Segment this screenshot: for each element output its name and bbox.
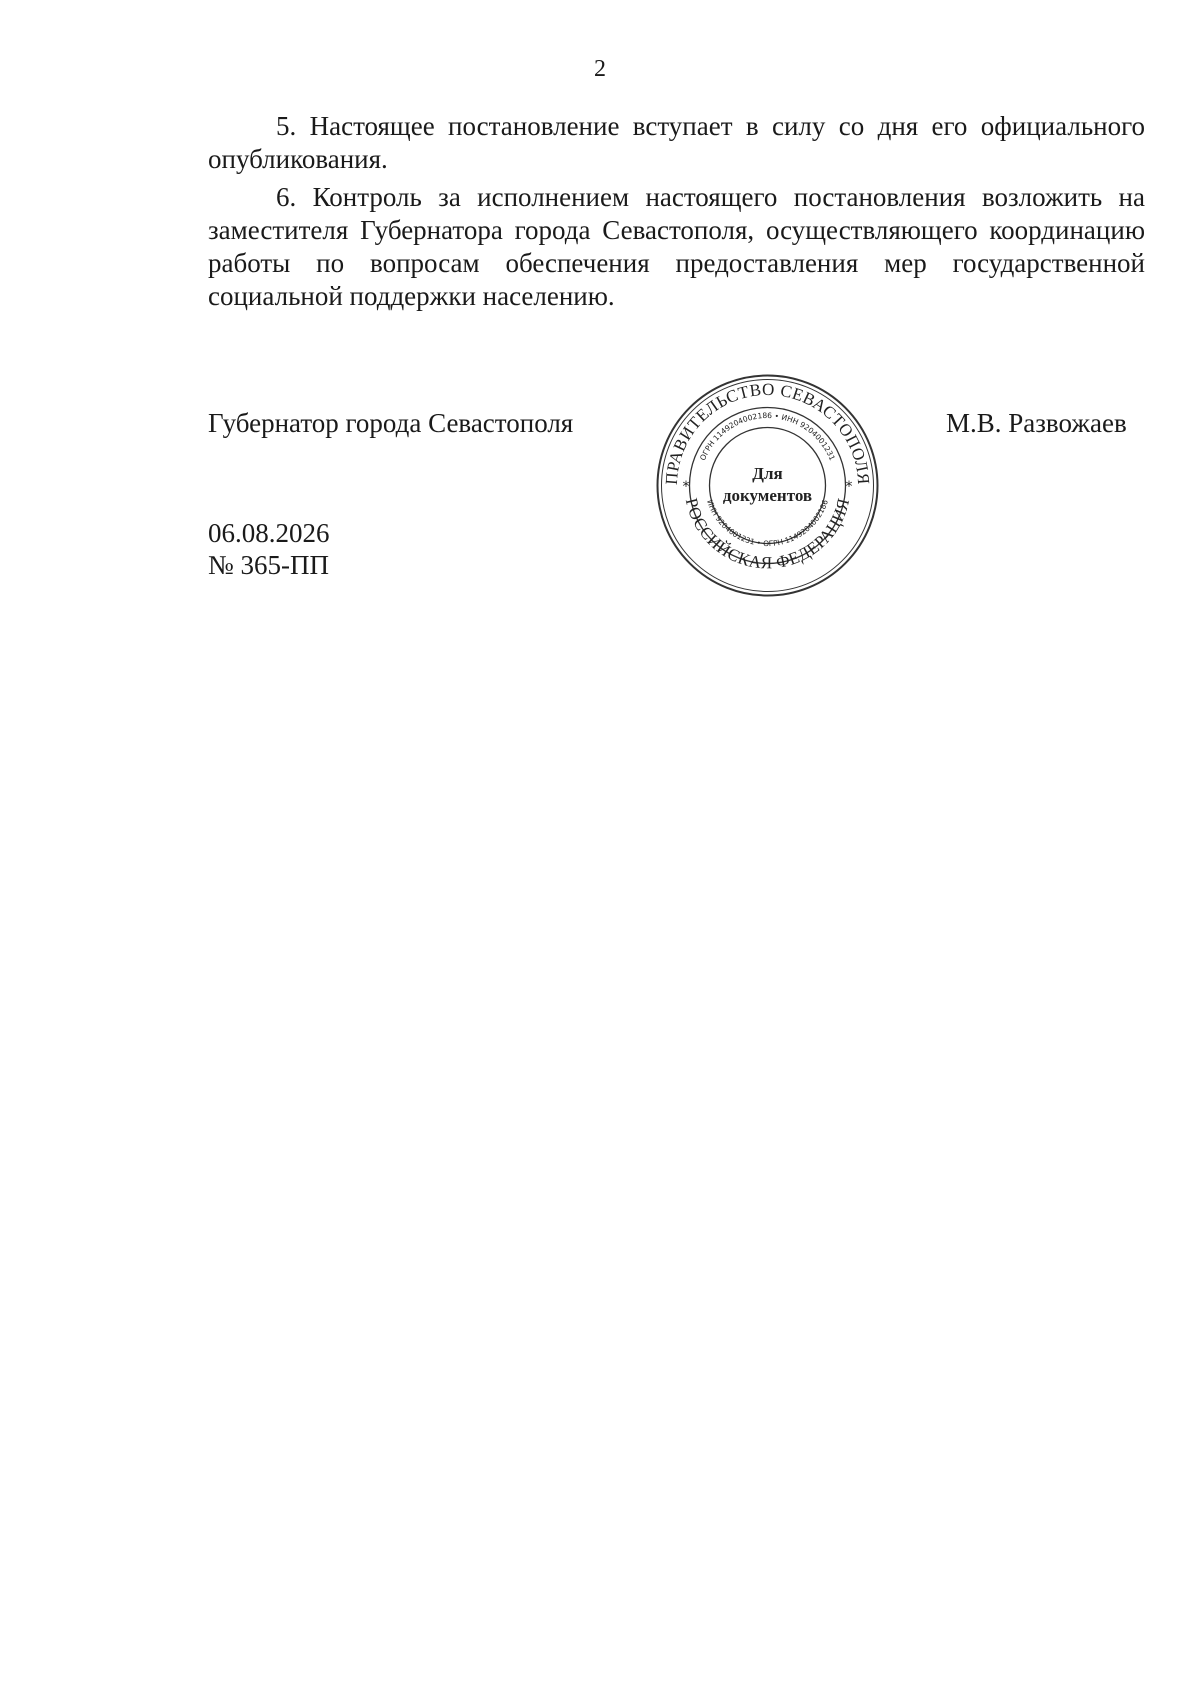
page-number: 2 [594, 56, 606, 82]
seal-outer-top-text: ПРАВИТЕЛЬСТВО СЕВАСТОПОЛЯ [661, 379, 874, 486]
signer-name: М.В. Развожаев [946, 408, 1127, 438]
seal-graphic [655, 373, 880, 598]
official-seal [655, 373, 880, 598]
seal-outer-bottom-text: РОССИЙСКАЯ ФЕДЕРАЦИЯ [681, 496, 854, 573]
document-number: № 365-ПП [208, 550, 329, 580]
document-body [208, 110, 1145, 318]
paragraph-5: 5. Настоящее постановление вступает в силу со дня его официального опубликования. [208, 111, 1145, 174]
paragraph-6: 6. Контроль за исполнением настоящего постановления возложить на заместителя Губернатора города Севастополя, осуществляющего координацию работы по вопросам обеспечения предоставления мер государственной социальной поддержки населению. [208, 182, 1145, 311]
seal-inner-top-text: ОГРН 1149204002186 • ИНН 9204001231 [698, 410, 837, 462]
seal-center-line1: Для [752, 464, 783, 483]
signer-position: Губернатор города Севастополя [208, 408, 574, 438]
seal-center-line2: документов [722, 486, 813, 505]
seal-star-right: * [845, 479, 853, 495]
seal-star-left: * [682, 479, 690, 495]
document-date: 06.08.2026 [208, 518, 330, 548]
seal-inner-bottom-text: ИНН 9204001231 • ОГРН 1149204002186 [705, 498, 830, 549]
